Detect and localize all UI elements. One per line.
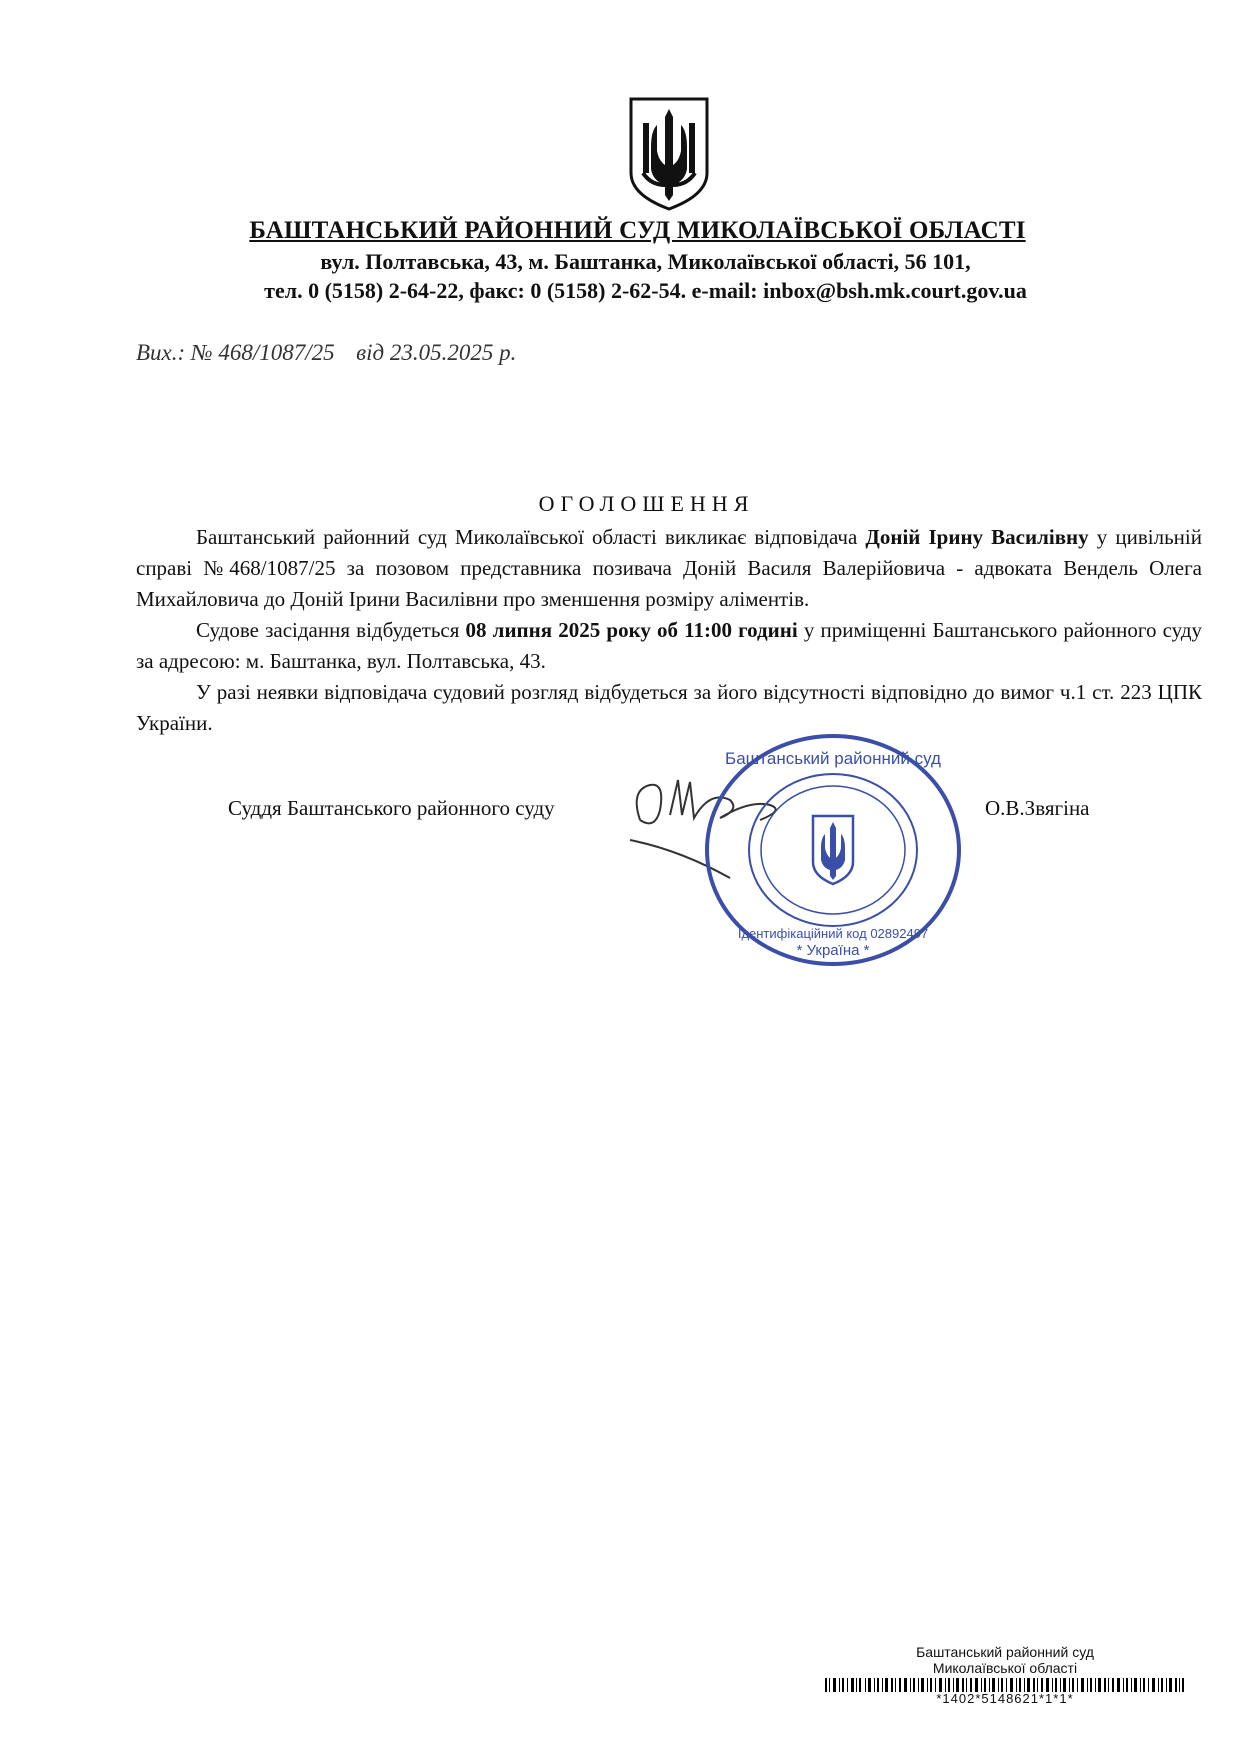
- court-address: вул. Полтавська, 43, м. Баштанка, Миколаївської області, 56 101,: [320, 249, 971, 274]
- defendant-name: Доній Ірину Василівну: [865, 525, 1089, 549]
- judge-name: О.В.Звягіна: [985, 796, 1090, 820]
- court-contacts: тел. 0 (5158) 2-64-22, факс: 0 (5158) 2-62-54. e-mail: inbox@bsh.mk.court.gov.ua: [264, 278, 1027, 303]
- outgoing-suffix: р.: [499, 340, 517, 365]
- coat-of-arms-icon: [627, 95, 711, 213]
- paragraph-absence: У разі неявки відповідача судовий розгляд відбудеться за його відсутності відповідно до вимог ч.1 ст. 223 ЦПК України.: [136, 680, 1202, 735]
- outgoing-number: [136, 340, 516, 366]
- hearing-datetime: 08 липня 2025 року об 11:00 годині: [465, 618, 798, 642]
- hearing-text-b: у приміщенні Баштанського районного суду за адресою: м. Баштанка, вул. Полтавська, 43.: [136, 618, 1203, 673]
- registry-stamp-line1: Баштанський районний суд: [916, 1644, 1094, 1660]
- paragraph-summons: [136, 522, 1202, 615]
- outgoing-from-label: від: [356, 340, 385, 365]
- barcode-number: *1402*5148621*1*1*: [936, 1691, 1074, 1706]
- barcode-icon: [825, 1678, 1185, 1692]
- outgoing-prefix: Вих.: №: [136, 340, 213, 365]
- hearing-text-a: Судове засідання відбудеться: [196, 618, 466, 642]
- outgoing-date: 23.05.2025: [389, 340, 494, 365]
- summons-text-a: Баштанський районний суд Миколаївської області викликає відповідача: [196, 525, 866, 549]
- announcement-heading: ОГОЛОШЕННЯ: [538, 491, 755, 516]
- court-name: БАШТАНСЬКИЙ РАЙОННИЙ СУД МИКОЛАЇВСЬКОЇ ОБЛАСТІ: [249, 217, 1026, 244]
- registry-stamp-line2: Миколаївської області: [932, 1660, 1078, 1676]
- judge-position: Суддя Баштанського районного суду: [228, 796, 555, 820]
- summons-text-b: у цивільній справі №468/1087/25 за позовом представника позивача Доній Василя Валерійовича - адвоката Вендель Олега Михайловича до Доній Ірини Василівни про зменшення розміру аліментів.: [136, 525, 1202, 611]
- outgoing-case-number: 468/1087/25: [218, 340, 335, 365]
- paragraph-hearing: [136, 615, 1202, 677]
- registry-stamp: [825, 1644, 1185, 1706]
- svg-text:Ідентифікаційний код 02892497: Ідентифікаційний код 02892497: [737, 926, 929, 941]
- court-seal: [702, 730, 964, 970]
- svg-text:Баштанський районний суд: Баштанський районний суд: [725, 749, 941, 768]
- announcement-body: [136, 522, 1202, 739]
- svg-text:* Україна *: * Україна *: [796, 942, 870, 959]
